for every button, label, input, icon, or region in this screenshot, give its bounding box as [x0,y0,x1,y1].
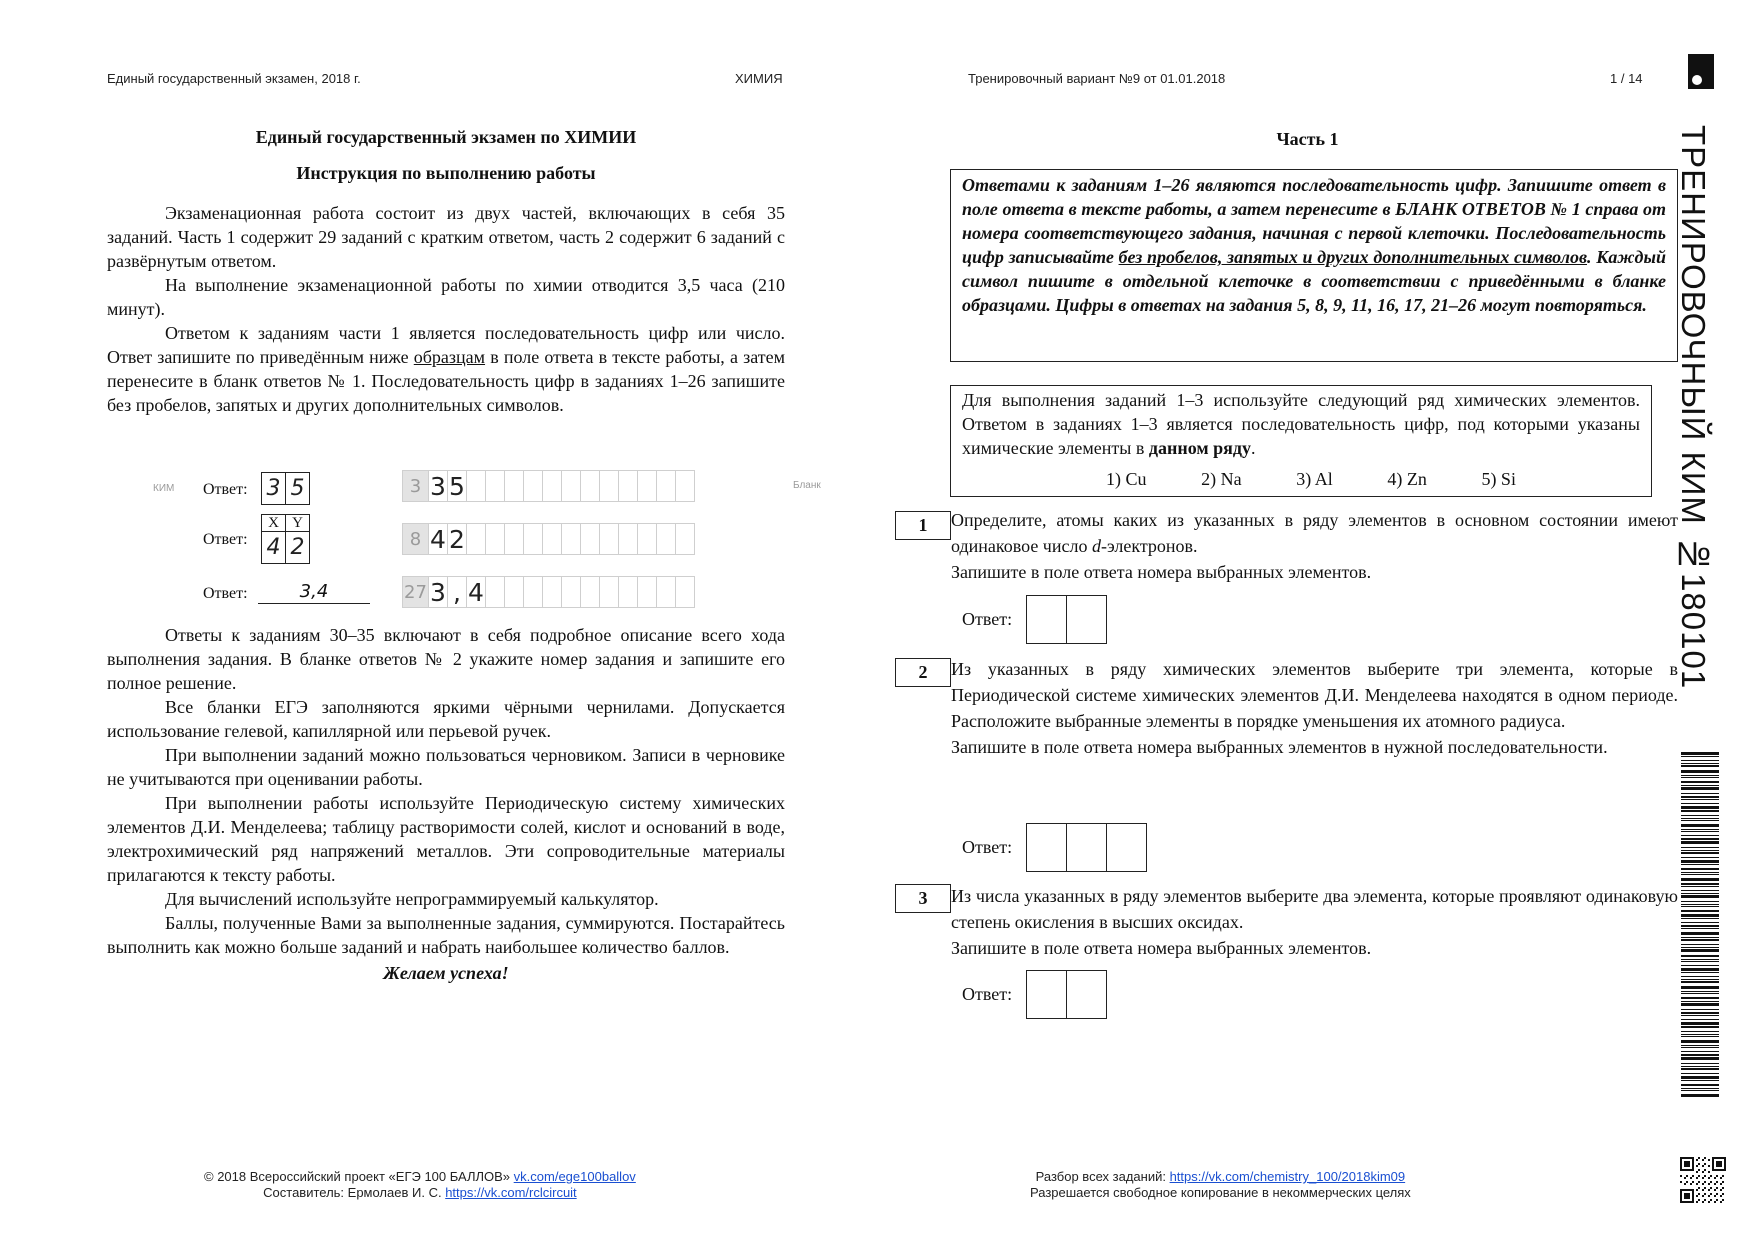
side-variant-title: ТРЕНИРОВОЧНЫЙ КИМ №180101 [1675,125,1712,690]
footer-copyright: © 2018 Всероссийский проект «ЕГЭ 100 БАЛЛОВ» [204,1169,511,1184]
example-answer-label: Ответ: [203,481,248,498]
answer-field: Ответ: [962,595,1106,644]
question-instruction: Запишите в поле ответа номера выбранных элементов. [951,938,1372,958]
element-item: 3) Al [1296,469,1333,489]
example-underline-answer: 3,4 [258,581,370,604]
instructions-column-continued [107,623,785,985]
instruction-paragraph: Ответы к заданиям 30–35 включают в себя подробное описание всего хода выполнения задания. В бланке ответов № 2 укажите номер задания и запишите его полное решение. [107,625,785,693]
header-subject: ХИМИЯ [735,71,783,86]
example-blank-strip: 8 4 2 [402,523,694,557]
footer-author: Составитель: Ермолаев И. С. [263,1185,442,1200]
instruction-paragraph: Экзаменационная работа состоит из двух частей, включающих в себя 35 заданий. Часть 1 содержит 29 заданий с кратким ответом, часть 2 содержит 6 заданий с развёрнутым ответом. [107,203,785,271]
vk-project-link[interactable]: vk.com/ege100ballov [513,1169,636,1184]
answer-field: Ответ: [962,970,1106,1019]
answer-examples [107,470,821,620]
answer-cell[interactable] [1066,595,1107,644]
author-link[interactable]: https://vk.com/rclcircuit [445,1185,577,1200]
answer-cell[interactable] [1026,595,1067,644]
corner-marker-icon [1688,54,1716,90]
question-number: 2 [895,658,951,687]
qr-code-icon [1680,1157,1726,1203]
instruction-paragraph: При выполнении заданий можно пользоваться черновиком. Записи в черновике не учитываются при оценивании работы. [107,745,785,789]
answer-field: Ответ: [962,823,1146,872]
kim-label: КИМ [153,483,175,494]
part1-instructions-text: Ответами к заданиям 1–26 являются последовательность цифр. Запишите ответ в поле ответа в тексте работы, а затем перенесите в БЛАНК ОТВЕТОВ № 1 справа от номера соответствующего задания, начиная с первой клеточки. Последовательность цифр записывайте без пробелов, запятых и других дополнительных символов. Каждый символ пишите в отдельной клеточке в соответствии с приведёнными в бланке образцами. Цифры в ответах на задания 5, 8, 9, 11, 16, 17, 21–26 могут повторяться. [962,175,1666,315]
answer-cell[interactable] [1026,823,1067,872]
instruction-paragraph: На выполнение экзаменационной работы по химии отводится 3,5 часа (210 минут). [107,275,785,319]
part1-title: Часть 1 [1276,129,1339,149]
blank-label: Бланк [793,480,821,491]
exam-title: Единый государственный экзамен по ХИМИИ [255,127,637,147]
element-item: 5) Si [1481,469,1516,489]
review-link[interactable]: https://vk.com/chemistry_100/2018kim09 [1169,1169,1406,1184]
element-item: 1) Cu [1106,469,1147,489]
footer-right [1030,1169,1411,1201]
instructions-column [107,126,785,417]
answer-cell[interactable] [1106,823,1147,872]
element-item: 4) Zn [1387,469,1427,489]
example-kim-cells: 3 5 [261,472,309,505]
example-answer-label: Ответ: [203,585,248,602]
barcode-icon [1681,752,1719,1100]
instruction-paragraph: Ответом к заданиям части 1 является последовательность цифр или число. Ответ запишите по приведённым ниже образцам в поле ответа в тексте работы, а затем перенесите в бланк ответов № 1. Последовательность цифр в заданиях 1–26 запишите без пробелов, запятых и других дополнительных символов. [107,323,785,415]
answer-cell[interactable] [1026,970,1067,1019]
instruction-paragraph: Баллы, полученные Вами за выполненные задания, суммируются. Постарайтесь выполнить как можно больше заданий и набрать наибольшее количество баллов. [107,913,785,957]
instruction-paragraph: При выполнении работы используйте Периодическую систему химических элементов Д.И. Менделеева; таблицу растворимости солей, кислот и оснований в воде, электрохимический ряд напряжений металлов. Эти сопроводительные материалы прилагаются к тексту работы. [107,793,785,885]
page-number: 1 / 14 [1610,71,1643,86]
answer-cell[interactable] [1066,970,1107,1019]
example-kim-cells: 4 2 [261,531,309,564]
question-instruction: Запишите в поле ответа номера выбранных элементов. [951,562,1372,582]
closing-wish: Желаем успеха! [383,963,509,983]
question-text: Определите, атомы каких из указанных в ряду элементов в основном состоянии имеют одинаковое число d-электронов. Запишите в поле ответа номера выбранных элементов. [951,507,1678,585]
elements-list [1106,468,1516,490]
instruction-paragraph: Все бланки ЕГЭ заполняются яркими чёрными чернилами. Допускается использование гелевой, капиллярной или перьевой ручек. [107,697,785,741]
part1-instructions-box [950,169,1678,362]
question-number: 1 [895,511,951,540]
instruction-paragraph: Для вычислений используйте непрограммируемый калькулятор. [165,889,659,909]
elements-row-box [950,385,1652,497]
footer-left [204,1169,636,1201]
example-xy-header: X Y [261,514,309,532]
question-text: Из указанных в ряду химических элементов выберите три элемента, которые в Периодической системе химических элементов Д.И. Менделеева находятся в одном периоде. Расположите выбранные элементы в порядке уменьшения их атомного радиуса. Запишите в поле ответа номера выбранных элементов в нужной последовательности. [951,656,1678,760]
footer-review: Разбор всех заданий: [1035,1169,1166,1184]
header-exam: Единый государственный экзамен, 2018 г. [107,71,361,86]
element-item: 2) Na [1201,469,1242,489]
samples-link: образцам [413,347,486,367]
instructions-title: Инструкция по выполнению работы [296,163,596,183]
question-number: 3 [895,884,951,913]
header-variant: Тренировочный вариант №9 от 01.01.2018 [968,71,1226,86]
example-blank-strip: 3 3 5 [402,470,694,504]
example-answer-label: Ответ: [203,531,248,548]
example-blank-strip: 27 3 , 4 [402,576,694,610]
question-text: Из числа указанных в ряду элементов выберите два элемента, которые проявляют одинаковую степень окисления в высших оксидах. Запишите в поле ответа номера выбранных элементов. [951,883,1678,961]
elements-intro-text: Для выполнения заданий 1–3 используйте следующий ряд химических элементов. Ответом в заданиях 1–3 является последовательность цифр, под которыми указаны химические элементы в данном ряду. [962,390,1640,458]
footer-license: Разрешается свободное копирование в некоммерческих целях [1030,1185,1411,1200]
answer-cell[interactable] [1066,823,1107,872]
question-instruction: Запишите в поле ответа номера выбранных элементов в нужной последовательности. [951,737,1608,757]
